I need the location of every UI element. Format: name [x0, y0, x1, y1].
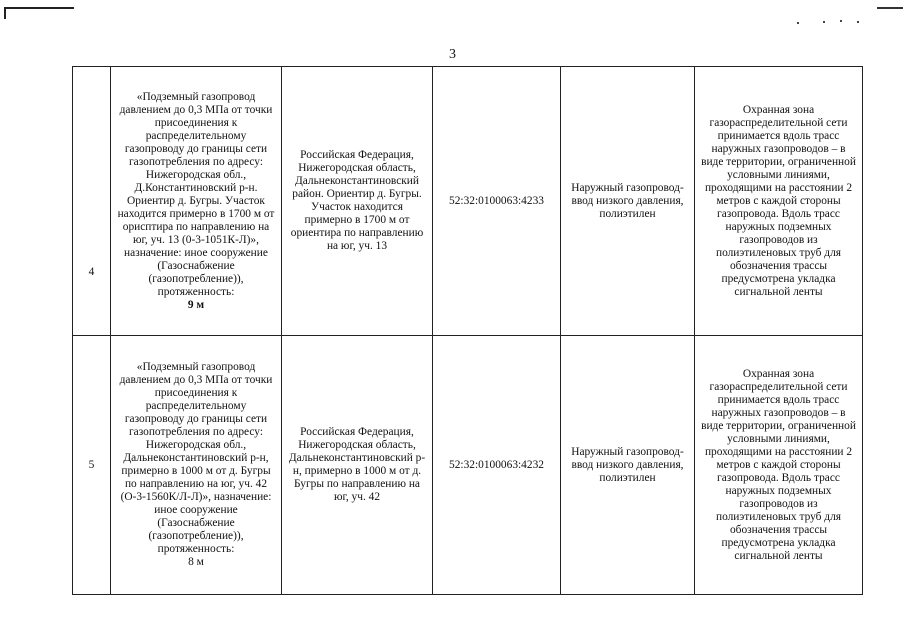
object-type-cell: [561, 67, 695, 336]
table-row: [73, 336, 863, 595]
object-description: «Подземный газопровод давлением до 0,3 МПа от точки присоединения к распределительному газопроводу до границы сети газопотребления по адресу: Нижегородская обл., Дальнеконстантиновский р-н, примерно в 1000 м от д. Бугры по направлению на юг, уч. 42 (О-3-1560К/Л-Л)», назначение: иное сооружение (Газоснабжение (газопотребление)), протяженность:: [119, 361, 273, 555]
protection-zone-cell: [695, 67, 863, 336]
object-type: Наружный газопровод-ввод низкого давления, полиэтилен: [571, 445, 684, 484]
scan-speck: [857, 21, 859, 23]
scan-speck: [840, 20, 842, 22]
row-number: 5: [88, 458, 95, 471]
scan-speck: [797, 22, 799, 24]
object-type-cell: [561, 336, 695, 595]
cadastral-cell: [433, 67, 561, 336]
gas-pipeline-table: [72, 66, 863, 595]
protection-zone: Охранная зона газораспределительной сети принимается вдоль трасс наружных газопроводов – в виде территории, ограниченной условными линиями, проходящими на расстоянии 2 метров с каждой стороны газопровода. Вдоль трасс наружных подземных газопроводов из полиэтиленовых труб для обозначения трассы предусмотрена укладка сигнальной ленты: [701, 103, 856, 298]
object-length: 8 м: [188, 556, 204, 568]
object-description-cell: [111, 67, 282, 336]
cadastral-number: 52:32:0100063:4233: [449, 194, 544, 207]
page-number: 3: [449, 47, 456, 62]
protection-zone: Охранная зона газораспределительной сети принимается вдоль трасс наружных газопроводов – в виде территории, ограниченной условными линиями, проходящими на расстоянии 2 метров с каждой стороны газопровода. Вдоль трасс наружных подземных газопроводов из полиэтиленовых труб для обозначения трассы предусмотрена укладка сигнальной ленты: [701, 367, 856, 562]
table-row: [73, 67, 863, 336]
row-number-cell: [73, 336, 111, 595]
object-location: Российская Федерация, Нижегородская область, Дальнеконстантиновский р-н, примерно в 1000 м от д. Бугры по направлению на юг, уч. 42: [288, 426, 426, 503]
scan-edge-mark: [877, 7, 903, 9]
row-number-cell: [73, 67, 111, 336]
object-location: Российская Федерация, Нижегородская область, Дальнеконстантиновский район. Ориентир д. Бугры. Участок находится примерно в 1700 м от ориентира по направлению на юг, уч. 13: [290, 149, 424, 252]
scan-speck: [823, 21, 825, 23]
object-description: «Подземный газопровод давлением до 0,3 МПа от точки присоединения к распределительному газопроводу до границы сети газопотребления по адресу: Нижегородская обл., Д.Константиновский р-н. Ориентир д. Бугры. Участок находится примерно в 1700 м от орисптира по направлению на юг, уч. 13 (0-3-1051К-Л)», назначение: иное сооружение (Газоснабжение (газопотребление)), протяженность:: [117, 90, 275, 298]
cadastral-cell: [433, 336, 561, 595]
object-length: 9 м: [187, 298, 205, 311]
location-cell: [282, 67, 433, 336]
object-type: Наружный газопровод-ввод низкого давления, полиэтилен: [571, 181, 684, 220]
scan-corner-mark-horizontal: [4, 7, 74, 9]
row-number: 4: [88, 266, 95, 278]
object-description-cell: [111, 336, 282, 595]
protection-zone-cell: [695, 336, 863, 595]
cadastral-number: 52:32:0100063:4232: [449, 458, 544, 471]
location-cell: [282, 336, 433, 595]
